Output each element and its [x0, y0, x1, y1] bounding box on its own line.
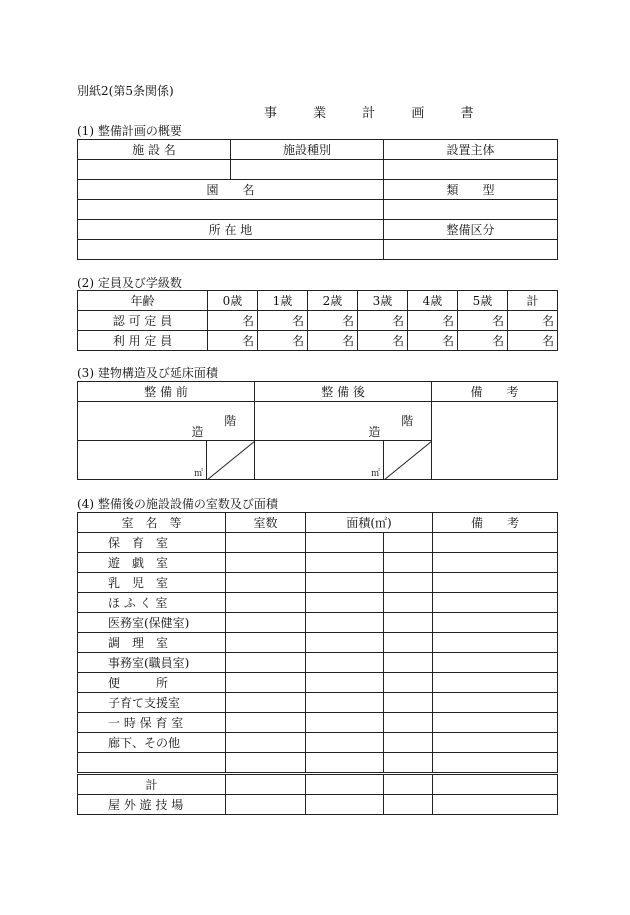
age-column-header: 計 [508, 291, 558, 311]
table-row [78, 533, 558, 553]
room-note-field[interactable] [433, 633, 558, 653]
capacity-table [77, 290, 558, 351]
location-header: 所 在 地 [78, 220, 384, 240]
before-header: 整 備 前 [78, 382, 255, 402]
capacity-value-field[interactable] [258, 331, 308, 351]
after-area-cell[interactable] [255, 441, 384, 480]
person-unit: 名 [341, 314, 354, 328]
area-integer-field[interactable] [306, 673, 384, 693]
room-count-field[interactable] [226, 774, 306, 795]
person-unit: 名 [391, 334, 404, 348]
area-integer-field[interactable] [306, 795, 384, 815]
room-name: 保 育 室 [78, 533, 226, 553]
facility-type-header: 施設種別 [231, 140, 384, 160]
room-count-field[interactable] [226, 633, 306, 653]
age-header: 年齢 [78, 291, 208, 311]
area-decimal-field[interactable] [384, 593, 433, 613]
room-note-field[interactable] [433, 533, 558, 553]
age-column-header: 2歳 [308, 291, 358, 311]
facility-name-header: 施 設 名 [78, 140, 231, 160]
area-integer-field[interactable] [306, 593, 384, 613]
floor-unit: 階 [401, 414, 414, 428]
area-decimal-field[interactable] [384, 673, 433, 693]
person-unit: 名 [291, 314, 304, 328]
capacity-value-field[interactable] [208, 311, 258, 331]
facility-type-field[interactable] [231, 160, 384, 180]
room-name: 事務室(職員室) [78, 653, 226, 673]
after-structure-cell[interactable] [255, 402, 384, 441]
overview-table [77, 139, 558, 260]
class-header: 整備区分 [384, 220, 558, 240]
section3-heading: (3) 建物構造及び延床面積 [77, 366, 218, 380]
table-row [78, 733, 558, 753]
approved-capacity-label: 認 可 定 員 [78, 311, 208, 331]
room-count-field[interactable] [226, 693, 306, 713]
person-unit: 名 [491, 334, 504, 348]
outdoor-play-row [78, 795, 558, 815]
area-integer-field[interactable] [306, 753, 384, 774]
room-count-field[interactable] [226, 673, 306, 693]
capacity-value-field[interactable] [258, 311, 308, 331]
owner-header: 設置主体 [384, 140, 558, 160]
kind-field[interactable] [384, 200, 558, 220]
person-unit: 名 [441, 314, 454, 328]
room-note-field[interactable] [433, 673, 558, 693]
person-unit: 名 [441, 334, 454, 348]
person-unit: 名 [491, 314, 504, 328]
room-note-field[interactable] [433, 653, 558, 673]
person-unit: 名 [241, 334, 254, 348]
area-decimal-field[interactable] [384, 795, 433, 815]
table-row [78, 713, 558, 733]
area-integer-field[interactable] [306, 713, 384, 733]
before-floor-cell[interactable] [207, 402, 255, 441]
room-count-field[interactable] [226, 713, 306, 733]
capacity-value-field[interactable] [358, 331, 408, 351]
area-integer-field[interactable] [306, 553, 384, 573]
room-name: 便 所 [78, 673, 226, 693]
area-decimal-field[interactable] [384, 553, 433, 573]
room-name: 乳 児 室 [78, 573, 226, 593]
room-count-field[interactable] [226, 573, 306, 593]
area-integer-field[interactable] [306, 653, 384, 673]
room-note-field[interactable] [433, 795, 558, 815]
note-header: 備 考 [432, 382, 558, 402]
area-integer-field[interactable] [306, 733, 384, 753]
area-header: 面積(㎡) [306, 513, 433, 533]
area-decimal-field[interactable] [384, 533, 433, 553]
attachment-label: 別紙2(第5条関係) [77, 84, 174, 98]
area-integer-field[interactable] [306, 533, 384, 553]
location-field[interactable] [78, 240, 384, 260]
room-name: 一 時 保 育 室 [78, 713, 226, 733]
room-count-header: 室数 [226, 513, 306, 533]
room-note-field[interactable] [433, 713, 558, 733]
section4-heading: (4) 整備後の施設設備の室数及び面積 [77, 497, 278, 511]
area-decimal-field[interactable] [384, 613, 433, 633]
section1-heading: (1) 整備計画の概要 [77, 124, 182, 138]
after-diagonal-cell [384, 441, 432, 480]
room-note-field[interactable] [433, 733, 558, 753]
room-note-field[interactable] [433, 593, 558, 613]
table-row [78, 633, 558, 653]
capacity-value-field[interactable] [508, 331, 558, 351]
table-row [78, 613, 558, 633]
usage-capacity-label: 利 用 定 員 [78, 331, 208, 351]
age-column-header: 4歳 [408, 291, 458, 311]
area-integer-field[interactable] [306, 613, 384, 633]
diagonal-line [384, 441, 432, 480]
room-name: 遊 戯 室 [78, 553, 226, 573]
room-count-field[interactable] [226, 593, 306, 613]
room-note-field[interactable] [433, 693, 558, 713]
sqm-unit: ㎡ [371, 469, 381, 479]
area-integer-field[interactable] [306, 573, 384, 593]
person-unit: 名 [241, 314, 254, 328]
facility-name-field[interactable] [78, 160, 231, 180]
capacity-value-field[interactable] [458, 331, 508, 351]
area-integer-field[interactable] [306, 693, 384, 713]
room-name-header: 室 名 等 [78, 513, 226, 533]
room-note-field[interactable] [433, 553, 558, 573]
table-row [78, 693, 558, 713]
room-name: 子育て支援室 [78, 693, 226, 713]
room-count-field[interactable] [226, 533, 306, 553]
before-diagonal-cell [207, 441, 255, 480]
age-column-header: 3歳 [358, 291, 408, 311]
age-column-header: 5歳 [458, 291, 508, 311]
table-row [78, 593, 558, 613]
area-decimal-field[interactable] [384, 733, 433, 753]
before-structure-cell[interactable] [78, 402, 207, 441]
room-note-field[interactable] [433, 774, 558, 795]
after-header: 整 備 後 [255, 382, 432, 402]
room-name: 計 [78, 774, 226, 795]
room-count-field[interactable] [226, 653, 306, 673]
room-count-field[interactable] [226, 553, 306, 573]
person-unit: 名 [541, 314, 554, 328]
sqm-unit: ㎡ [193, 469, 203, 479]
capacity-value-field[interactable] [458, 311, 508, 331]
diagonal-line [207, 441, 255, 480]
capacity-value-field[interactable] [408, 311, 458, 331]
area-decimal-field[interactable] [384, 573, 433, 593]
room-note-field[interactable] [433, 613, 558, 633]
area-decimal-field[interactable] [384, 713, 433, 733]
capacity-value-field[interactable] [308, 311, 358, 331]
structure-unit: 造 [191, 425, 204, 439]
person-unit: 名 [291, 334, 304, 348]
capacity-value-field[interactable] [208, 331, 258, 351]
room-count-field[interactable] [226, 613, 306, 633]
person-unit: 名 [541, 334, 554, 348]
area-decimal-field[interactable] [384, 774, 433, 795]
section2-heading: (2) 定員及び学級数 [77, 276, 182, 290]
room-count-field[interactable] [226, 733, 306, 753]
area-decimal-field[interactable] [384, 693, 433, 713]
structure-unit: 造 [368, 425, 381, 439]
room-name: 医務室(保健室) [78, 613, 226, 633]
after-floor-cell[interactable] [384, 402, 432, 441]
room-name: ほ ふ く 室 [78, 593, 226, 613]
rooms-table [77, 512, 558, 815]
owner-field[interactable] [384, 160, 558, 180]
park-name-field[interactable] [78, 200, 384, 220]
area-decimal-field[interactable] [384, 653, 433, 673]
area-integer-field[interactable] [306, 633, 384, 653]
table-row-blank [78, 753, 558, 774]
structure-table [77, 381, 558, 480]
table-row [78, 573, 558, 593]
table-row [78, 553, 558, 573]
page-title: 事 業 計 画 書 [264, 106, 490, 121]
park-name-header: 園 名 [78, 180, 384, 200]
room-name: 屋 外 遊 技 場 [78, 795, 226, 815]
room-name: 廊下、その他 [78, 733, 226, 753]
before-area-cell[interactable] [78, 441, 207, 480]
structure-note-field[interactable] [432, 402, 558, 480]
area-decimal-field[interactable] [384, 753, 433, 774]
floor-unit: 階 [224, 414, 237, 428]
room-count-field[interactable] [226, 753, 306, 774]
table-row [78, 653, 558, 673]
room-note-field[interactable] [433, 573, 558, 593]
room-note-field[interactable] [433, 753, 558, 774]
age-column-header: 1歳 [258, 291, 308, 311]
capacity-value-field[interactable] [308, 331, 358, 351]
room-count-field[interactable] [226, 795, 306, 815]
room-name: 調 理 室 [78, 633, 226, 653]
kind-header: 類 型 [384, 180, 558, 200]
age-column-header: 0歳 [208, 291, 258, 311]
total-row [78, 774, 558, 795]
area-integer-field[interactable] [306, 774, 384, 795]
capacity-value-field[interactable] [358, 311, 408, 331]
table-row [78, 673, 558, 693]
room-note-header: 備 考 [433, 513, 558, 533]
capacity-value-field[interactable] [408, 331, 458, 351]
room-name [78, 753, 226, 774]
capacity-value-field[interactable] [508, 311, 558, 331]
area-decimal-field[interactable] [384, 633, 433, 653]
person-unit: 名 [391, 314, 404, 328]
class-field[interactable] [384, 240, 558, 260]
person-unit: 名 [341, 334, 354, 348]
